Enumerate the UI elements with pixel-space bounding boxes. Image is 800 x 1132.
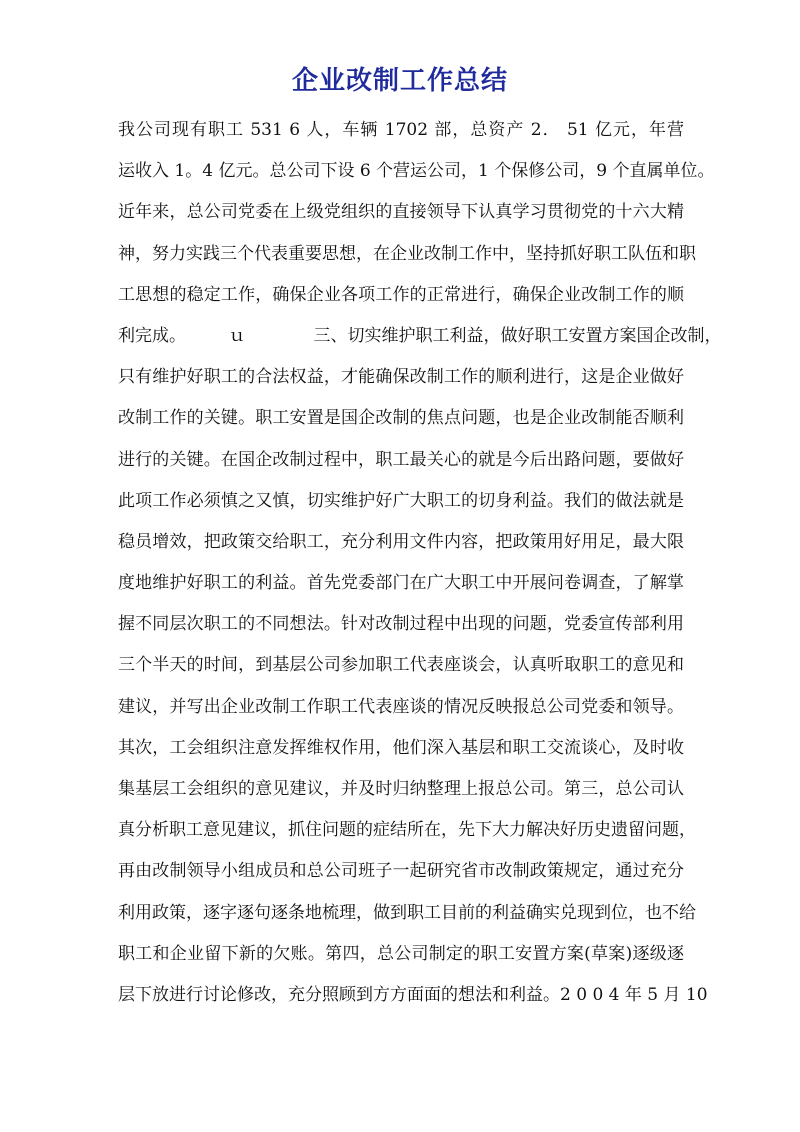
text-line: 近年来，总公司党委在上级党组织的直接领导下认真学习贯彻党的十六大精 <box>118 202 684 223</box>
text-line: 握不同层次职工的不同想法。针对改制过程中出现的问题，党委宣传部利用 <box>118 614 684 635</box>
text-line: 建议，并写出企业改制工作职工代表座谈的情况反映报总公司党委和领导。 <box>118 696 684 717</box>
text-line: 稳员增效，把政策交给职工，充分利用文件内容，把政策用好用足，最大限 <box>118 531 684 552</box>
text-line: 改制工作的关键。职工安置是国企改制的焦点问题，也是企业改制能否顺利 <box>118 408 684 429</box>
text-line: 真分析职工意见建议，抓住问题的症结所在，先下大力解决好历史遗留问题， <box>118 820 696 841</box>
text-line: 三个半天的时间，到基层公司参加职工代表座谈会，认真听取职工的意见和 <box>118 655 684 676</box>
text-line: 再由改制领导小组成员和总公司班子一起研究省市改制政策规定，通过充分 <box>118 861 684 882</box>
text-line: 我公司现有职工 531 6 人，车辆 1702 部，总资产 2． 51 亿元，年营 <box>118 120 684 140</box>
text-line: 其次，工会组织注意发挥维权作用，他们深入基层和职工交流谈心，及时收 <box>118 737 684 758</box>
text-line: 层下放进行讨论修改，充分照顾到方方面面的想法和利益。2 0 0 4 年 5 月 10 <box>118 984 708 1005</box>
text-line: 职工和企业留下新的欠账。第四，总公司制定的职工安置方案(草案)逐级逐 <box>118 943 684 964</box>
text-line: 度地维护好职工的利益。首先党委部门在广大职工中开展问卷调查，了解掌 <box>118 573 684 594</box>
document-title: 企业改制工作总结 <box>291 66 508 96</box>
text-line: 运收入 1。4 亿元。总公司下设 6 个营运公司，1 个保修公司，9 个直属单位。 <box>118 161 715 182</box>
text-line: 利用政策，逐字逐句逐条地梳理，做到职工目前的利益确实兑现到位，也不给 <box>118 902 696 923</box>
text-line: 集基层工会组织的意见建议，并及时归纳整理上报总公司。第三，总公司认 <box>118 779 684 799</box>
text-line: 此项工作必须慎之又慎，切实维护好广大职工的切身利益。我们的做法就是 <box>118 490 684 511</box>
text-line: 利完成。 ｕ 三、切实维护职工利益，做好职工安置方案国企改制， <box>118 325 722 346</box>
document-body <box>118 110 722 1016</box>
text-line: 工思想的稳定工作，确保企业各项工作的正常进行，确保企业改制工作的顺 <box>118 284 684 305</box>
text-line: 只有维护好职工的合法权益，才能确保改制工作的顺利进行，这是企业做好 <box>118 367 684 388</box>
text-line: 神，努力实践三个代表重要思想，在企业改制工作中，坚持抓好职工队伍和职 <box>118 243 696 264</box>
text-line: 进行的关键。在国企改制过程中，职工最关心的就是今后出路问题，要做好 <box>118 449 684 470</box>
